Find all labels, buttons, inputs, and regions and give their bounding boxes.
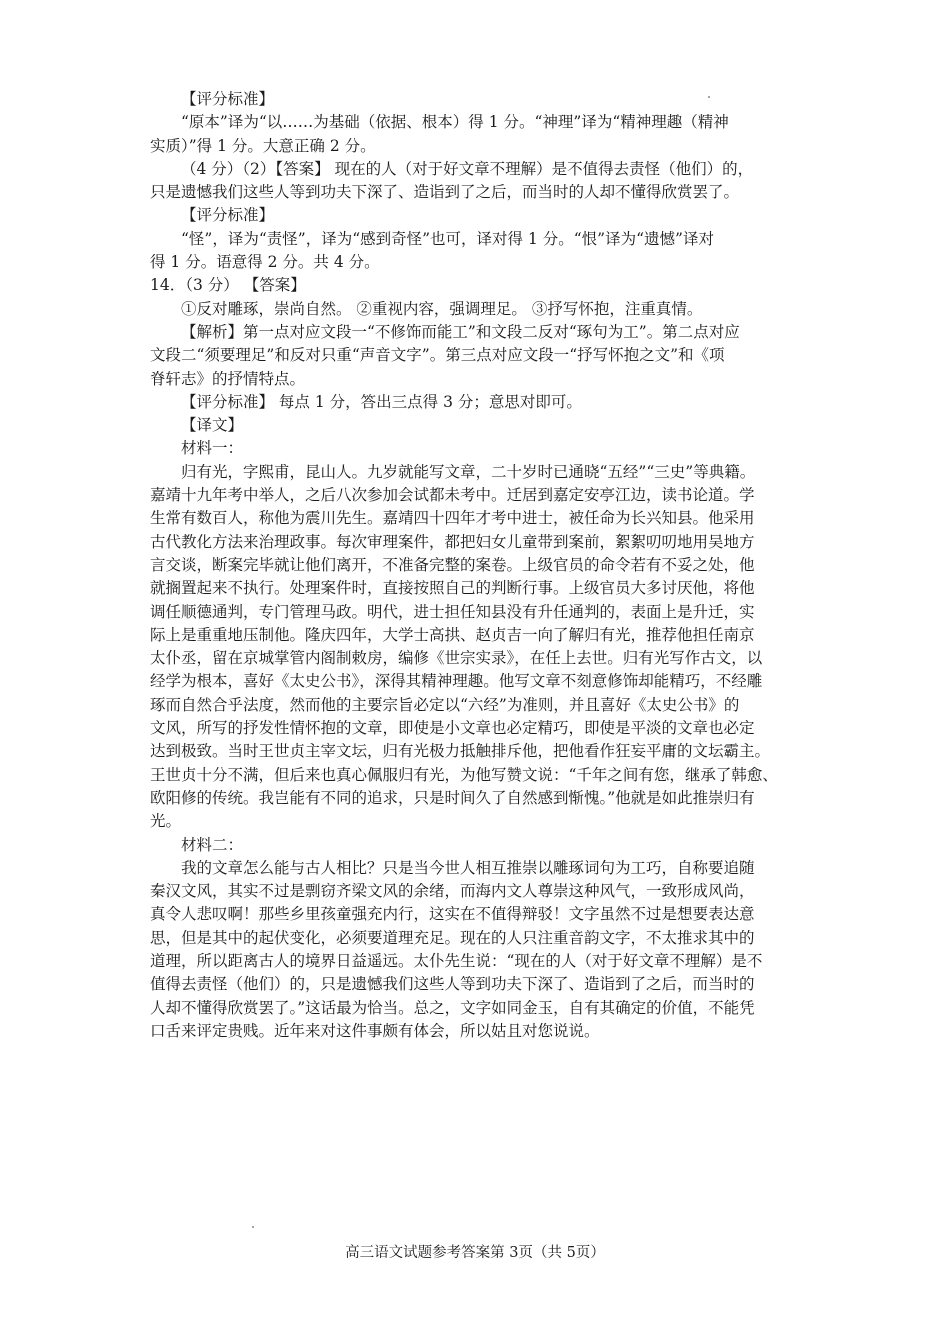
text-line: 我的文章怎么能与古人相比？只是当今世人相互推崇以雕琢词句为工巧，自称要追随 xyxy=(181,858,755,877)
answer-key-body xyxy=(150,88,810,1043)
text-line: 就搁置起来不执行。处理案件时，直接按照自己的判断行事。上级官员大多讨厌他，将他 xyxy=(150,579,755,598)
text-line: 生常有数百人，称他为震川先生。嘉靖四十四年才考中进士，被任命为长兴知县。他采用 xyxy=(150,509,755,528)
text-line: 调任顺德通判，专门管理马政。明代，进士担任知县没有升任通判的，表面上是升迁，实 xyxy=(150,602,755,621)
text-line: “怪”，译为“责怪”，译为“感到奇怪”也可，译对得 1 分。“恨”译为“遗憾”译对 xyxy=(181,229,714,248)
text-line: 嘉靖十九年考中举人，之后八次参加会试都未考中。迁居到嘉定安亭江边，读书论道。学 xyxy=(150,486,755,505)
text-line: 王世贞十分不满，但后来也真心佩服归有光，为他写赞文说：“千年之间有您，继承了韩愈、 xyxy=(150,765,778,784)
text-line: 道理，所以距离古人的境界日益遥远。太仆先生说：“现在的人（对于好文章不理解）是不 xyxy=(150,951,763,970)
text-line: ①反对雕琢，崇尚自然。 ②重视内容，强调理足。 ③抒写怀抱，注重真情。 xyxy=(181,299,703,318)
text-line: 思，但是其中的起伏变化，必须要道理充足。现在的人只注重音韵文字，不太推求其中的 xyxy=(150,928,755,947)
text-line: 只是遗憾我们这些人等到功夫下深了、造诣到了之后，而当时的人却不懂得欣赏罢了。 xyxy=(150,183,740,202)
text-line: 【评分标准】 xyxy=(181,206,275,225)
text-line: 【译文】 xyxy=(181,416,244,435)
text-line: 欧阳修的传统。我岂能有不同的追求，只是时间久了自然感到惭愧。”他就是如此推崇归有 xyxy=(150,788,755,807)
text-line: 材料一： xyxy=(181,439,244,458)
text-line: 光。 xyxy=(150,812,182,831)
text-line: 口舌来评定贵贱。近年来对这件事颇有体会，所以姑且对您说说。 xyxy=(150,1021,600,1040)
text-line: 真令人悲叹啊！那些乡里孩童强充内行，这实在不值得辩驳！文字虽然不过是想要表达意 xyxy=(150,905,755,924)
text-line: 归有光，字熙甫，昆山人。九岁就能写文章，二十岁时已通晓“五经”“三史”等典籍。 xyxy=(181,462,756,481)
text-line: 际上是重重地压制他。隆庆四年，大学士高拱、赵贞吉一向了解归有光，推荐他担任南京 xyxy=(150,625,755,644)
text-line: 得 1 分。语意得 2 分。共 4 分。 xyxy=(150,253,380,272)
text-line: 言交谈，断案完毕就让他们离开，不准备完整的案卷。上级官员的命令若有不妥之处，他 xyxy=(150,555,755,574)
text-line: 【评分标准】 xyxy=(181,90,275,108)
text-line: 文风，所写的抒发性情怀抱的文章，即使是小文章也必定精巧，即使是平淡的文章也必定 xyxy=(150,719,755,738)
text-line: （4 分）（2）【答案】 现在的人（对于好文章不理解）是不值得去责怪（他们）的， xyxy=(181,159,754,178)
text-line: “原本”译为“以……为基础（依据、根本）得 1 分。“神理”译为“精神理趣（精神 xyxy=(181,113,729,132)
scan-speck xyxy=(252,1226,254,1228)
text-line: 材料二： xyxy=(181,835,244,854)
text-line: 秦汉文风，其实不过是剽窃齐梁文风的余绪，而海内文人尊崇这种风气，一致形成风尚， xyxy=(150,882,755,901)
text-line: 14．（3 分） 【答案】 xyxy=(150,276,306,295)
text-line: 经学为根本，喜好《太史公书》，深得其精神理趣。他写文章不刻意修饰却能精巧，不经雕 xyxy=(150,672,763,691)
text-line: 琢而自然合乎法度，然而他的主要宗旨必定以“六经”为准则，并且喜好《太史公书》的 xyxy=(150,695,740,714)
text-line: 脊轩志》的抒情特点。 xyxy=(150,369,306,388)
text-line: 【评分标准】 每点 1 分，答出三点得 3 分；意思对即可。 xyxy=(181,392,582,411)
page-footer: 高三语文试题参考答案第 3页（共 5页） xyxy=(345,1245,605,1261)
text-line: 实质）”得 1 分。大意正确 2 分。 xyxy=(150,136,376,155)
text-line: 人却不懂得欣赏罢了。”这话最为恰当。总之，文字如同金玉，自有其确定的价值，不能凭 xyxy=(150,998,755,1017)
text-line: 值得去责怪（他们）的，只是遗憾我们这些人等到功夫下深了、造诣到了之后，而当时的 xyxy=(150,975,755,994)
text-line: 【解析】第一点对应文段一“不修饰而能工”和文段二反对“琢句为工”。第二点对应 xyxy=(181,322,740,341)
text-line: 达到极致。当时王世贞主宰文坛，归有光极力抵触排斥他，把他看作狂妄平庸的文坛霸主。 xyxy=(150,742,771,761)
text-line: 太仆丞，留在京城掌管内阁制敕房，编修《世宗实录》，在任上去世。归有光写作古文，以 xyxy=(150,649,763,668)
text-line: 古代教化方法来治理政事。每次审理案件，都把妇女儿童带到案前，絮絮叨叨地用吴地方 xyxy=(150,532,755,551)
text-line: 文段二“须要理足”和反对只重“声音文字”。第三点对应文段一“抒写怀抱之文”和《项 xyxy=(150,346,725,365)
